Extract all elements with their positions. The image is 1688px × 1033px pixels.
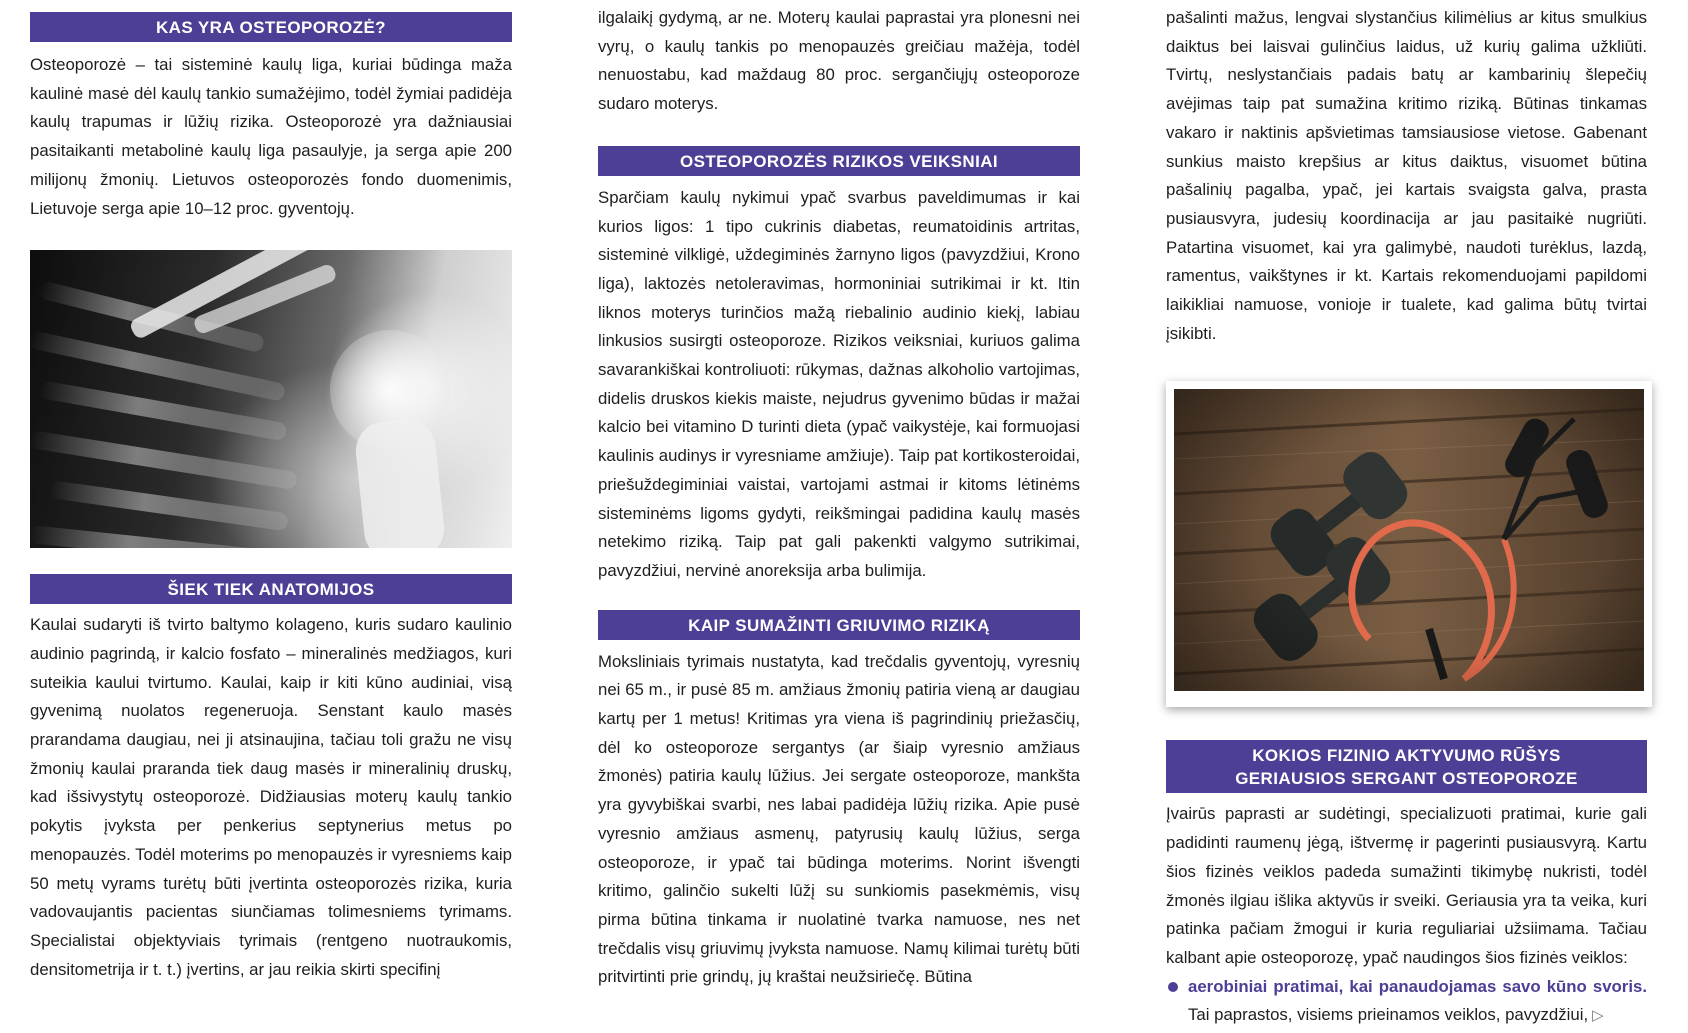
- column-1: [30, 0, 512, 984]
- section-heading-line-2: GERIAUSIOS SERGANT OSTEOPOROZE: [1235, 769, 1578, 789]
- bullet-dot-icon: [1168, 982, 1178, 992]
- section-heading: KAS YRA OSTEOPOROZĖ?: [30, 12, 512, 42]
- dumbbells-photo: [1166, 381, 1652, 707]
- paragraph: pašalinti mažus, lengvai slystančius kilimėlius ar kitus smulkius daiktus bei laisvai gulinčius laidus, už kurių galima užkliūti. Tvirtų, neslystančiais padais batų ar kambarinių šlepečių avėjimas taip pat sumažina kritimo riziką. Būtinas tinkamas vakaro ir naktinis apšvietimas tamsiausiose vietose. Gabenant sunkius maisto krepšius ar kitus daiktus, visuomet būtina pašalinių pagalba, ypač, jei kartais svaigsta galva, prasta pusiausvyra, judesių koordinacija ar jau pasitaikė nugriūti. Patartina visuomet, kai yra galimybė, naudoti turėklus, lazdą, ramentus, vaikštynes ir kt. Kartais rekomenduojami papildomi laikikliai namuose, vonioje ir tualete, kad galima būtų tvirtai įsikibti.: [1166, 8, 1647, 343]
- column-2: [598, 0, 1080, 992]
- bullet-item: [1166, 973, 1647, 1031]
- section-heading: KAIP SUMAŽINTI GRIUVIMO RIZIKĄ: [598, 610, 1080, 640]
- column-3: [1166, 0, 1647, 1031]
- section-heading: [1166, 740, 1647, 793]
- paragraph: Osteoporozė – tai sisteminė kaulų liga, kuriai būdinga maža kaulinė masė dėl kaulų tankio sumažėjimo, todėl žymiai padidėja kaulų trapumas ir lūžių rizika. Osteoporozė yra dažniausiai pasitaikanti metabolinė kaulų liga pasaulyje, ja serga apie 200 milijonų žmonių. Lietuvos osteoporozės fondo duomenimis, Lietuvoje serga apie 10–12 proc. gyventojų.: [30, 55, 512, 218]
- section-heading: OSTEOPOROZĖS RIZIKOS VEIKSNIAI: [598, 146, 1080, 176]
- paragraph: Kaulai sudaryti iš tvirto baltymo kolageno, kuris sudaro kaulinio audinio pagrindą, ir kalcio fosfato – mineralinės medžiagos, kuri suteikia kaului tvirtumo. Kaulai, kaip ir kiti kūno audiniai, visą gyvenimą nuolatos regeneruoja. Senstant kaulo masės prarandama daugiau, nei ji atsinaujina, tačiau toli gražu ne visų žmonių kaulai praranda tiek daug masės ir mineralinių druskų, kad išsivystytų osteoporozė. Didžiausias moterų kaulų tankio pokytis įvyksta per penkerius septynerius metus po menopauzės. Todėl moterims po menopauzės ir vyresniems kaip 50 metų vyrams turėtų būti įvertinta osteoporozės rizika, kuria vadovaujantis pacientas siunčiamas tolimesniems tyrimams. Specialistai objektyviais tyrimais (rentgeno nuotraukomis, densitometrija ir t. t.) įvertins, ar jau reikia skirti specifinį: [30, 615, 512, 979]
- paragraph: Sparčiam kaulų nykimui ypač svarbus paveldimumas ir kai kurios ligos: 1 tipo cukrinis diabetas, reumatoidinis artritas, sisteminė vilkligė, uždegiminės žarnyno ligos (pavyzdžiui, Krono liga), laktozės netoleravimas, hormoniniai sutrikimai ir kt. Itin liknos moterys turinčios mažą riebalinio audinio kiekį, labiau linkusios susirgti osteoporoze. Rizikos veiksniai, kuriuos galima savarankiškai kontroliuoti: rūkymas, dažnas alkoholio vartojimas, didelis druskos kiekis maiste, nejudrus gyvenimo būdas ir mažai kalcio bei vitamino D turinti dieta (ypač vaikystėje, kai formuojasi kaulinis audinys ir vyresniame amžiuje). Taip pat kortikosteroidai, priešuždegiminiai vaistai, vartojami astmai ir kitoms lėtinėms sisteminėms ligoms gydyti, reikšmingai padidina kaulų masės netekimo riziką. Taip pat gali pakenkti valgymo sutrikimai, pavyzdžiui, nervinė anoreksija arba bulimija.: [598, 187, 1080, 580]
- bullet-text: Tai paprastos, visiems prieinamos veiklos, pavyzdžiui,: [1188, 1005, 1589, 1025]
- dumbbells-photo-graphic: [1174, 389, 1644, 691]
- section-heading-line-1: KOKIOS FIZINIO AKTYVUMO RŪŠYS: [1252, 746, 1561, 766]
- paragraph: Įvairūs paprasti ar sudėtingi, specializuoti pratimai, kurie gali padidinti raumenų jėgą, ištvermę ir pagerinti pusiausvyrą. Kartu šios fizinės veiklos padeda sumažinti tikimybę nukristi, todėl žmonės ilgiau išlika aktyvūs ir sveiki. Geriausia yra ta veika, kuri patinka pačiam žmogui ir kuria reguliariai užsiimama. Tačiau kalbant apie osteoporozę, ypač naudingos šios fizinės veiklos:: [1166, 804, 1647, 967]
- section-heading: ŠIEK TIEK ANATOMIJOS: [30, 574, 512, 604]
- continue-arrow-icon: ▷: [1592, 1007, 1604, 1025]
- xray-image: [30, 250, 512, 548]
- bullet-bold-text: aerobiniai pratimai, kai panaudojamas savo kūno svoris.: [1188, 976, 1647, 996]
- paragraph: Moksliniais tyrimais nustatyta, kad trečdalis gyventojų, vyresnių nei 65 m., ir pusė 85 m. amžiaus žmonių patiria vieną ar daugiau kartų per 1 metus! Kritimas yra viena iš pagrindinių priežasčių, dėl ko osteoporoze sergantys (ar šiaip vyresnio amžiaus žmonės) patiria kaulų lūžius. Jei sergate osteoporoze, mankšta yra gyvybiškai svarbi, nes labai padidėja lūžių rizika. Apie pusė vyresnio amžiaus asmenų, patyrusių kaulų lūžius, serga osteoporoze, ir ypač tai būdinga moterims. Norint išvengti kritimo, galinčio sukelti lūžį su sunkiomis pasekmėmis, visų pirma būtina tinkama ir nuolatinė tvarka namuose, nes net trečdalis visų griuvimų įvyksta namuose. Namų kilimai turėtų būti pritvirtinti prie grindų, jų kraštai neužsiriečę. Būtina: [598, 651, 1080, 987]
- paragraph: ilgalaikį gydymą, ar ne. Moterų kaulai paprastai yra plonesni nei vyrų, o kaulų tankis po menopauzės greičiau mažėja, todėl nenuostabu, kad maždaug 80 proc. sergančiųjų osteoporoze sudaro moterys.: [598, 8, 1080, 114]
